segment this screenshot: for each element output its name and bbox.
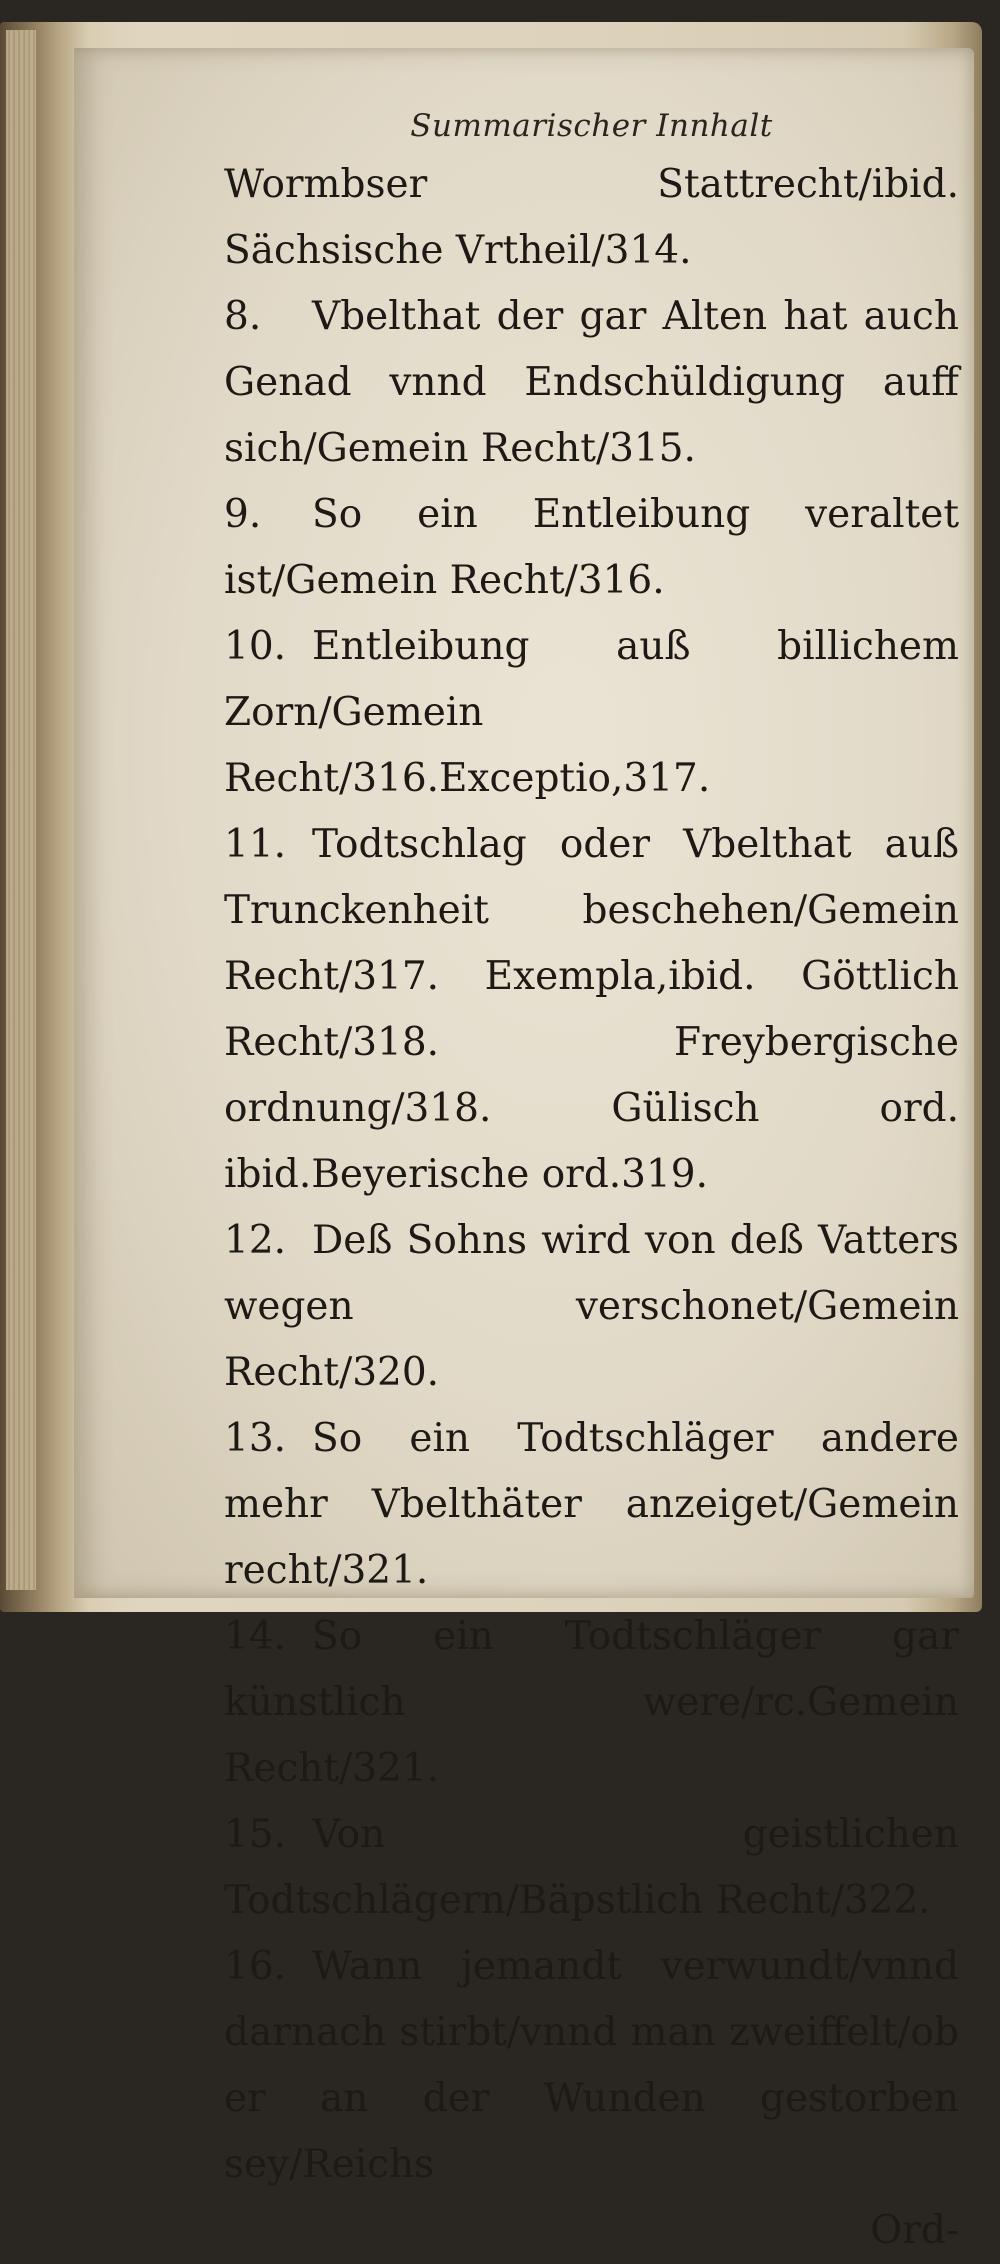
entry-number: 15. (224, 1812, 287, 1857)
page-edges (6, 30, 36, 1590)
entry (224, 1802, 959, 1934)
entry (224, 1208, 959, 1406)
entry-text: Von geistlichen Todtschlägern/Bäpstlich Recht/322. (224, 1812, 959, 1923)
catchword: Ord- (870, 2208, 959, 2253)
entry-number: 16. (224, 1944, 287, 1989)
entry (224, 284, 959, 482)
entry-text: So ein Todtschläger andere mehr Vbelthäter anzeiget/Gemein recht/321. (224, 1416, 959, 1593)
entry-number: 13. (224, 1416, 287, 1461)
entry-text: Entleibung auß billichem Zorn/Gemein Recht/316.Exceptio,317. (224, 624, 959, 801)
entry-text: Vbelthat der gar Alten hat auch Genad vnnd Endschüldigung auff sich/Gemein Recht/315. (224, 294, 959, 471)
entry-number: 8. (224, 294, 262, 339)
entry-text: So ein Todtschläger gar künstlich were/rc.Gemein Recht/321. (224, 1614, 959, 1791)
entry-number: 14. (224, 1614, 287, 1659)
entry (224, 1406, 959, 1604)
entry-text: So ein Entleibung veraltet ist/Gemein Recht/316. (224, 492, 959, 603)
book-page (74, 48, 974, 2253)
entry (224, 482, 959, 614)
entry-text: Wormbser Stattrecht/ibid. Sächsische Vrtheil/314. (224, 162, 959, 273)
entry-number: 11. (224, 822, 287, 867)
entry-text: Todtschlag oder Vbelthat auß Trunckenheit beschehen/Gemein Recht/317. Exempla,ibid. Göttlich Recht/318. Freybergische ordnung/318. Gülisch ord. ibid.Beyerische ord.319. (224, 822, 959, 1197)
entry (224, 812, 959, 1208)
page-text (224, 108, 959, 2264)
entry (224, 614, 959, 812)
entry-number: 9. (224, 492, 262, 537)
entry-text: Deß Sohns wird von deß Vatters wegen verschonet/Gemein Recht/320. (224, 1218, 959, 1395)
entry (224, 1934, 959, 2198)
entry-number: 12. (224, 1218, 287, 1263)
running-header: Summarischer Innhalt (410, 108, 773, 144)
entry-text: Wann jemandt verwundt/vnnd darnach stirbt/vnnd man zweiffelt/ob er an der Wunden gestorben sey/Reichs (224, 1944, 959, 2187)
entry (224, 1604, 959, 1802)
entry (224, 152, 959, 284)
entry-number: 10. (224, 624, 287, 669)
